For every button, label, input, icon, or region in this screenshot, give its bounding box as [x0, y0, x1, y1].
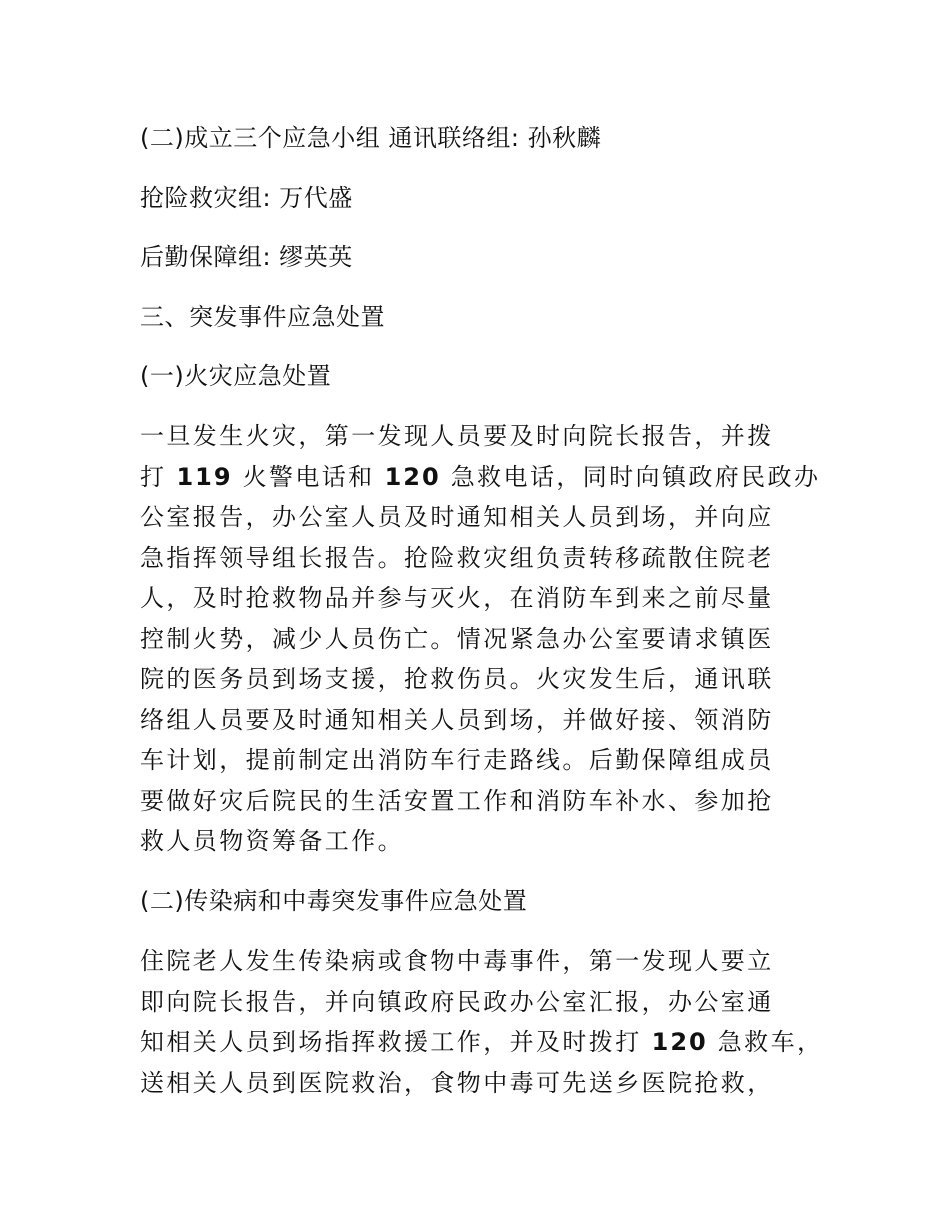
- ambulance-number: 120: [384, 462, 441, 491]
- paragraph-line: 络组人员要及时通知相关人员到场，并做好接、领消防: [140, 705, 774, 734]
- section-three-heading: 三、突发事件应急处置: [140, 303, 385, 331]
- fire-heading: (一)火灾应急处置: [140, 362, 332, 390]
- paragraph-line: 车计划，提前制定出消防车行走路线。后勤保障组成员: [140, 746, 774, 774]
- paragraph-line: 知相关人员到场指挥救援工作，并及时拨打 120 急救车，: [140, 1028, 824, 1056]
- logistics-group-line: 后勤保障组: 缪英英: [140, 243, 353, 271]
- paragraph-line: 打 119 火警电话和 120 急救电话，同时向镇政府民政办: [140, 462, 821, 491]
- paragraph-line: 急指挥领导组长报告。抢险救灾组负责转移疏散住院老: [140, 543, 774, 572]
- epidemic-paragraph: [140, 941, 824, 1103]
- paragraph-line: 人，及时抢救物品并参与灭火，在消防车到来之前尽量: [140, 584, 774, 612]
- paragraph-line: 救人员物资筹备工作。: [140, 827, 404, 855]
- paragraph-line: 送相关人员到医院救治，食物中毒可先送乡医院抢救，: [140, 1068, 774, 1097]
- paragraph-line: 控制火势，减少人员伤亡。情况紧急办公室要请求镇医: [140, 624, 774, 653]
- paragraph-line: 一旦发生火灾，第一发现人员要及时向院长报告，并拨: [140, 422, 774, 450]
- paragraph-line: 公室报告，办公室人员及时通知相关人员到场，并向应: [140, 503, 774, 531]
- paragraph-line: 院的医务员到场支援，抢救伤员。火灾发生后，通讯联: [140, 665, 774, 693]
- fire-paragraph: [140, 416, 820, 862]
- paragraph-line: 要做好灾后院民的生活安置工作和消防车补水、参加抢: [140, 786, 774, 815]
- emergency-groups-heading: (二)成立三个应急小组 通讯联络组: 孙秋麟: [140, 124, 602, 152]
- ambulance-number: 120: [651, 1028, 708, 1056]
- paragraph-line: 住院老人发生传染病或食物中毒事件，第一发现人要立: [140, 947, 774, 975]
- paragraph-line: 即向院长报告，并向镇政府民政办公室汇报，办公室通: [140, 987, 774, 1016]
- fire-number: 119: [176, 462, 233, 491]
- epidemic-heading: (二)传染病和中毒突发事件应急处置: [140, 887, 528, 915]
- rescue-group-line: 抢险救灾组: 万代盛: [140, 184, 353, 212]
